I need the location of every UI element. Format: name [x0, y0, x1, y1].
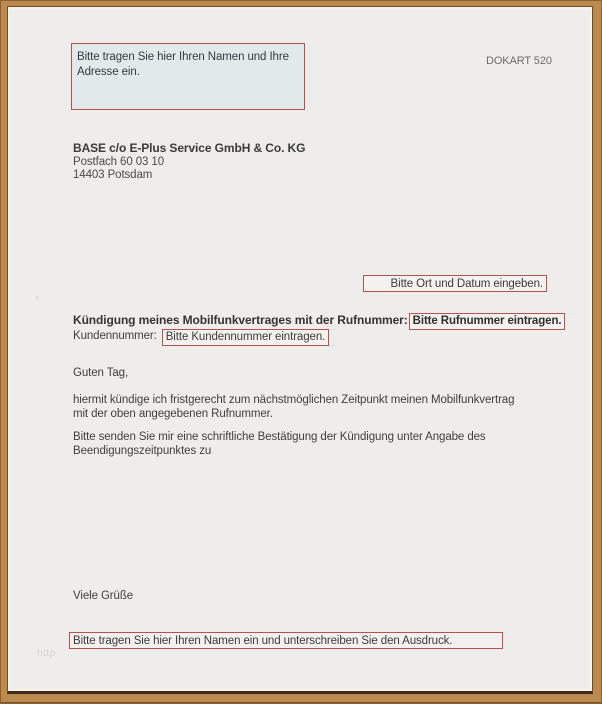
name-address-placeholder-line1: Bitte tragen Sie hier Ihren Namen und Ihre	[77, 51, 289, 63]
ort-datum-placeholder-field[interactable]: Bitte Ort und Datum eingeben.	[363, 275, 547, 292]
body-paragraph-2-line2: Beendigungszeitpunktes zu	[73, 445, 212, 457]
body-paragraph-1-line1: hiermit kündige ich fristgerecht zum nächstmöglichen Zeitpunkt meinen Mobilfunkvertrag	[73, 394, 515, 406]
closing-greeting: Viele Grüße	[73, 590, 134, 602]
body-paragraph-2-line1: Bitte senden Sie mir eine schriftliche Bestätigung der Kündigung unter Angabe des	[73, 431, 486, 443]
salutation: Guten Tag,	[73, 367, 129, 379]
watermark-text: http	[37, 648, 56, 659]
body-paragraph-1-line2: mit der oben angegebenen Rufnummer.	[73, 408, 273, 420]
recipient-pobox: Postfach 60 03 10	[73, 155, 165, 168]
fold-mark	[35, 296, 39, 300]
body-paragraph-2	[73, 430, 486, 458]
subject-label: Kündigung meines Mobilfunkvertrages mit der Rufnummer:	[73, 313, 408, 327]
kundennummer-label: Kundennummer:	[73, 330, 157, 342]
name-address-placeholder-field[interactable]	[71, 43, 305, 110]
doc-code-label: DOKART 520	[486, 55, 552, 67]
recipient-address-block	[73, 142, 305, 183]
signature-placeholder-field[interactable]: Bitte tragen Sie hier Ihren Namen ein und unterschreiben Sie den Ausdruck.	[69, 632, 503, 649]
kundennummer-placeholder-field[interactable]: Bitte Kundennummer eintragen.	[162, 329, 329, 346]
recipient-city: 14403 Potsdam	[73, 169, 153, 181]
recipient-name: BASE c/o E-Plus Service GmbH & Co. KG	[73, 141, 306, 155]
name-address-placeholder-line2: Adresse ein.	[77, 66, 140, 78]
body-paragraph-1	[73, 393, 514, 421]
letter-page	[7, 6, 593, 694]
kundennummer-line	[73, 329, 329, 346]
subject-line	[73, 313, 565, 330]
rufnummer-placeholder-field[interactable]: Bitte Rufnummer eintragen.	[409, 313, 566, 330]
